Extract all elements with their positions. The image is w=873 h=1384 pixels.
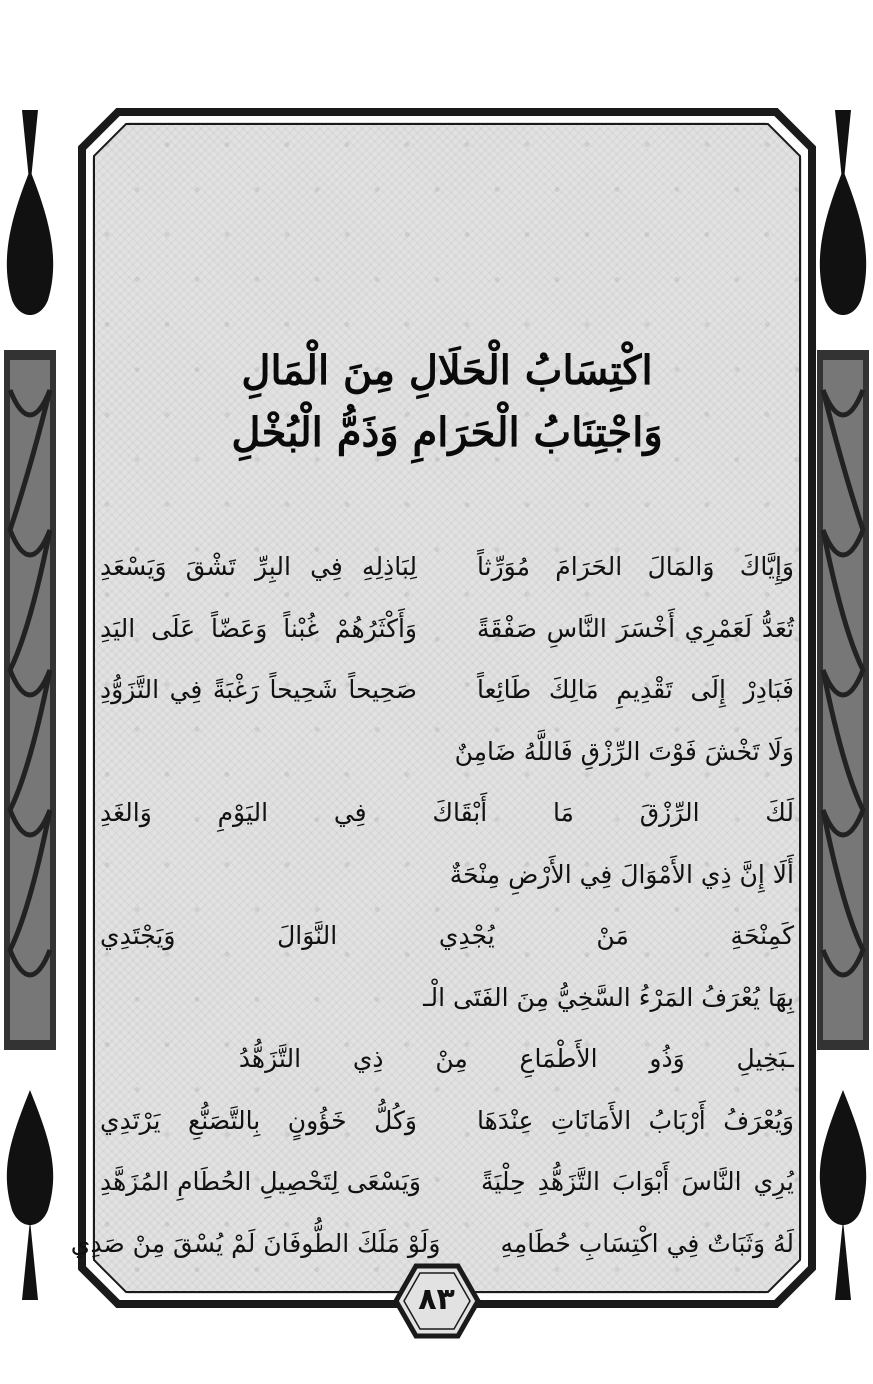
verse-second-hemistich: وَلَوْ مَلَكَ الطُّوفَانَ لَمْ يُسْقَ مِنْ صَدِي: [70, 1228, 441, 1258]
verse-first-hemistich: فَبَادِرْ إِلَى تَقْدِيمِ مَالِكَ طَائِعاً: [477, 675, 794, 705]
title-line-2: وَاجْتِنَابُ الْحَرَامِ وَذَمُّ الْبُخْلِ: [231, 409, 663, 456]
verse-single-line: بِهَا يُعْرَفُ المَرْءُ السَّخِيُّ مِنَ الفَتَى الْـ: [423, 982, 794, 1012]
verse-single-line: ـبَخِيلِ وَذُو الأَطْمَاعِ مِنْ ذِي التَّزَهُّدُ: [238, 1044, 794, 1074]
verse-second-hemistich: لِبَاذِلِهِ فِي البِرِّ تَشْقَ وَيَسْعَدِ: [100, 552, 417, 582]
poem-verses: [70, 536, 794, 1274]
chapter-title: [78, 340, 816, 464]
verse-line: [100, 967, 794, 1029]
verse-first-hemistich: يُرِي النَّاسَ أَبْوَابَ التَّزَهُّدِ حِلْيَةً: [480, 1167, 794, 1197]
page-number: ٨٣: [418, 1282, 455, 1317]
verse-single-line: وَلَا تَخْشَ فَوْتَ الرِّزْقِ فَاللَّهُ ضَامِنٌ: [454, 736, 794, 766]
verse-line: [100, 844, 794, 906]
verse-first-hemistich: وَإِيَّاكَ وَالمَالَ الحَرَامَ مُوَرِّثاً: [477, 552, 794, 582]
verse-first-hemistich: تُعَدُّ لَعَمْرِي أَخْسَرَ النَّاسِ صَفْقَةً: [477, 613, 794, 643]
verse-second-hemistich: صَحِيحاً شَحِيحاً رَغْبَةً فِي التَّزَوُّدِ: [100, 675, 417, 705]
verse-second-hemistich: وَأَكْثَرُهُمْ غُبْناً وَعَضّاً عَلَى اليَدِ: [100, 613, 417, 643]
verse-first-hemistich: لَهُ وَثَبَاتٌ فِي اكْتِسَابِ حُطَامِهِ: [500, 1228, 794, 1258]
verse-line: [100, 721, 794, 783]
verse-line: [100, 1090, 794, 1152]
page-frame: [70, 108, 816, 1308]
verse-line: [100, 1028, 794, 1090]
verse-line: [100, 536, 794, 598]
page-number-badge: [392, 1262, 482, 1340]
right-border-ornament: [813, 110, 873, 1300]
verse-line: [100, 659, 794, 721]
verse-line: [100, 905, 794, 967]
verse-single-line: كَمِنْحَةِ مَنْ يُجْدِي النَّوَالَ وَيَجْتَدِي: [100, 921, 794, 951]
title-line-1: اكْتِسَابُ الْحَلَالِ مِنَ الْمَالِ: [241, 347, 653, 394]
verse-line: [100, 782, 794, 844]
verse-second-hemistich: وَكُلُّ خَؤُونٍ بِالتَّصَنُّعِ يَرْتَدِي: [100, 1105, 417, 1135]
verse-single-line: أَلَا إِنَّ ذِي الأَمْوَالَ فِي الأَرْضِ مِنْحَةٌ: [449, 859, 794, 889]
verse-second-hemistich: وَيَسْعَى لِتَحْصِيلِ الحُطَامِ المُزَهَّدِ: [100, 1167, 421, 1197]
verse-line: [100, 1151, 794, 1213]
left-border-ornament: [0, 110, 60, 1300]
verse-line: [100, 598, 794, 660]
verse-single-line: لَكَ الرِّزْقَ مَا أَبْقَاكَ فِي اليَوْمِ وَالغَدِ: [100, 798, 794, 828]
verse-first-hemistich: وَيُعْرَفُ أَرْبَابُ الأَمَانَاتِ عِنْدَهَا: [477, 1105, 794, 1135]
